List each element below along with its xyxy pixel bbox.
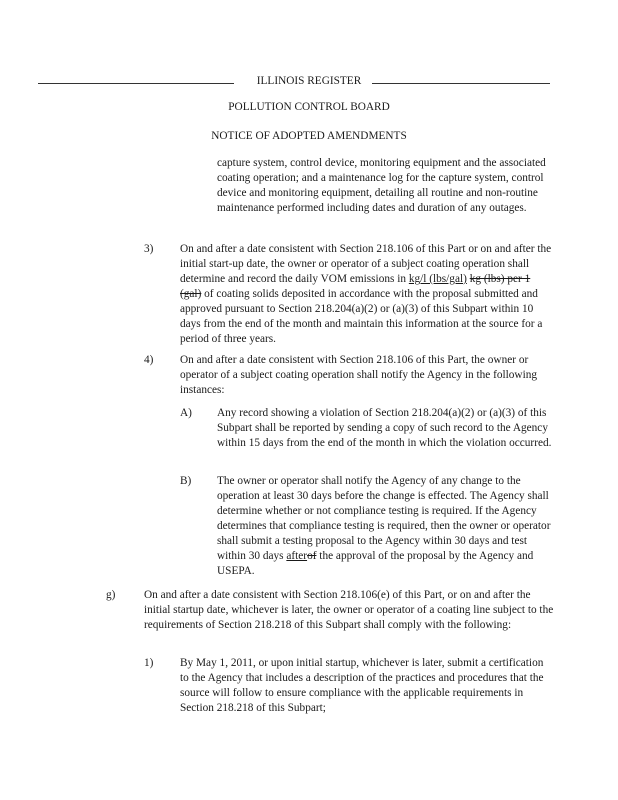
continuation-paragraph: capture system, control device, monitoring equipment and the associated coating operation; and a maintenance log for the capture system, control device and monitoring equipment, detailing all routine and non-routine maintenance performed including dates and duration of any outages. [217,157,546,214]
sub-b-letter: B) [180,475,192,487]
sub-a-paragraph: Any record showing a violation of Section 218.204(a)(2) or (a)(3) of this Subpart shall be reported by sending a copy of such record to the Agency within 15 days from the end of the month in which the violation occurred. [217,407,552,449]
notice-title: NOTICE OF ADOPTED AMENDMENTS [211,130,407,142]
sub-b-text-b: the approval of the proposal by the Agency and USEPA. [217,550,534,577]
sub-a-letter: A) [180,407,192,419]
section-g-paragraph: On and after a date consistent with Section 218.106(e) of this Part, or on and after the initial startup date, whichever is later, the owner or operator of a coating line subject to the requirements of Section 218.218 of this Subpart shall comply with the following: [144,589,554,631]
item-3-text-a: On and after a date consistent with Section 218.106 of this Part or on and after the initial start-up date, the owner or operator of a subject coating operation shall determine and record the daily VOM emissions in [180,243,552,285]
board-name: POLLUTION CONTROL BOARD [228,101,390,113]
item-4-paragraph: On and after a date consistent with Section 218.106 of this Part, the owner or operator of a subject coating operation shall notify the Agency in the following instances: [180,354,538,396]
deleted-text: of [307,550,317,562]
item-g1-number: 1) [144,657,154,669]
item-3-paragraph [180,242,552,347]
item-4-number: 4) [144,354,154,366]
inserted-text: kg/l (lbs/gal) [408,273,467,285]
item-3-number: 3) [144,243,154,255]
deleted-text: kg (lbs) per 1 (gal) [180,273,531,300]
sub-b-text-a: The owner or operator shall notify the Agency of any change to the operation at least 30 days before the change is effected. The Agency shall determine whether or not compliance testing is required. If the Agency determines that compliance testing is required, then the owner or operator shall submit a testing proposal to the Agency within 30 days and test within 30 days [217,475,551,562]
inserted-text: after [286,550,308,562]
sub-b-paragraph [217,474,552,579]
register-title: ILLINOIS REGISTER [256,75,362,87]
section-g-letter: g) [106,589,116,601]
item-3-text-b: of coating solids deposited in accordance with the proposal submitted and approved pursuant to Section 218.204(a)(2) or (a)(3) of this Subpart within 10 days from the end of the month and maintain this information at the source for a period of three years. [180,288,543,345]
item-g1-paragraph: By May 1, 2011, or upon initial startup, whichever is later, submit a certification to the Agency that includes a description of the practices and procedures that the source will follow to ensure compliance with the applicable requirements in Section 218.218 of this Subpart; [180,657,544,714]
